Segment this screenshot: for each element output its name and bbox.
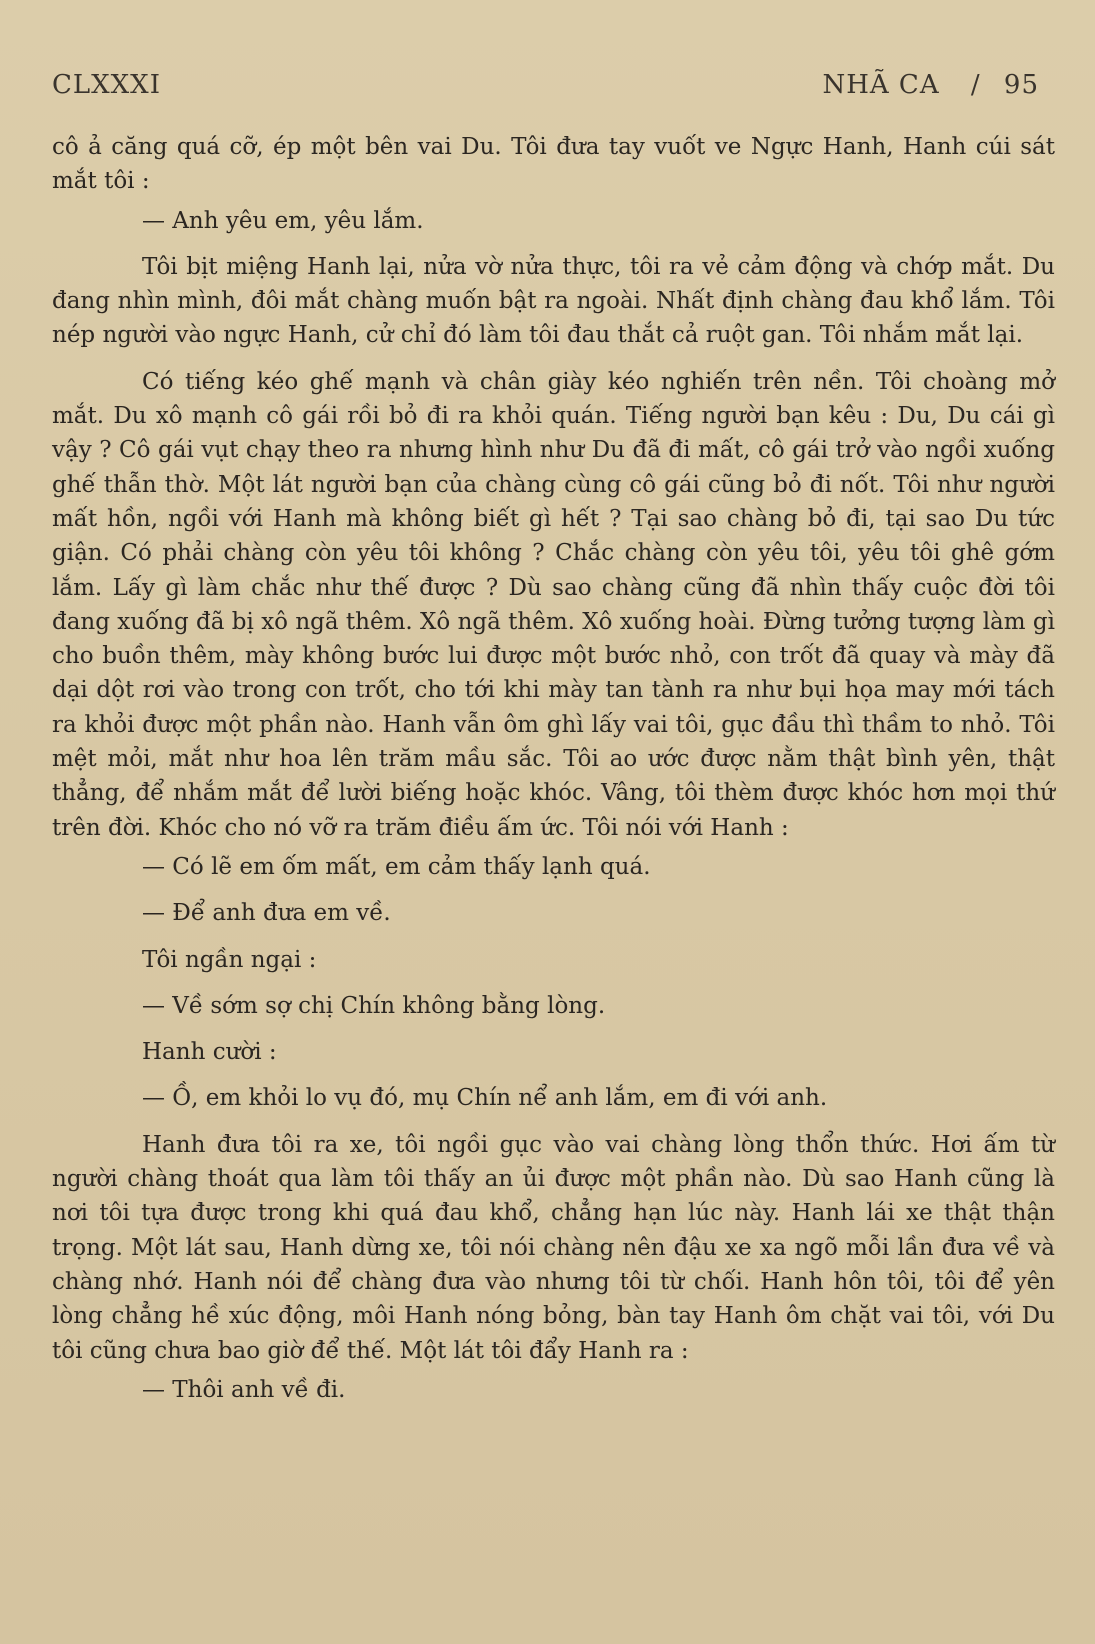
page-header (52, 70, 1055, 100)
paragraph: Tôi bịt miệng Hanh lại, nửa vờ nửa thực, tôi ra vẻ cảm động và chớp mắt. Du đang nhìn mình, đôi mắt chàng muốn bật ra ngoài. Nhất định chàng đau khổ lắm. Tôi nép người vào ngực Hanh, cử chỉ đó làm tôi đau thắt cả ruột gan. Tôi nhắm mắt lại. (52, 253, 1055, 349)
paragraph: Có tiếng kéo ghế mạnh và chân giày kéo nghiến trên nền. Tôi choàng mở mắt. Du xô mạnh cô gái rồi bỏ đi ra khỏi quán. Tiếng người bạn kêu : Du, Du cái gì vậy ? Cô gái vụt chạy theo ra nhưng hình như Du đã đi mất, cô gái trở vào ngồi xuống ghế thẫn thờ. Một lát người bạn của chàng cùng cô gái cũng bỏ đi nốt. Tôi như người mất hồn, ngồi với Hanh mà không biết gì hết ? Tại sao chàng bỏ đi, tại sao Du tức giận. Có phải chàng còn yêu tôi không ? Chắc chàng còn yêu tôi, yêu tôi ghê gớm lắm. Lấy gì làm chắc như thế được ? Dù sao chàng cũng đã nhìn thấy cuộc đời tôi đang xuống đã bị xô ngã thêm. Xô ngã thêm. Xô xuống hoài. Đừng tưởng tượng làm gì cho buồn thêm, mày không bước lui được một bước nhỏ, con trốt đã quay và mày đã dại dột rơi vào trong con trốt, cho tới khi mày tan tành ra như bụi họa may mới tách ra khỏi được một phần nào. Hanh vẫn ôm ghì lấy vai tôi, gục đầu thì thầm to nhỏ. Tôi mệt mỏi, mắt như hoa lên trăm mầu sắc. Tôi ao ước được nằm thật bình yên, thật thẳng, để nhắm mắt để lười biếng hoặc khóc. Vâng, tôi thèm được khóc hơn mọi thứ trên đời. Khóc cho nó vỡ ra trăm điều ấm ức. Tôi nói với Hanh : (52, 368, 1055, 841)
running-head (822, 70, 1039, 100)
dialog-line: — Anh yêu em, yêu lắm. (142, 207, 424, 234)
body-text (52, 130, 1055, 1407)
author-name: NHÃ CA (822, 70, 940, 100)
page-number: 95 (1003, 70, 1039, 100)
header-separator: / (970, 70, 981, 100)
paragraph: Hanh đưa tôi ra xe, tôi ngồi gục vào vai chàng lòng thổn thức. Hơi ấm từ người chàng thoát qua làm tôi thấy an ủi được một phần nào. Dù sao Hanh cũng là nơi tôi tựa được trong khi quá đau khổ, chẳng hạn lúc này. Hanh lái xe thật thận trọng. Một lát sau, Hanh dừng xe, tôi nói chàng nên đậu xe xa ngõ mỗi lần đưa về và chàng nhớ. Hanh nói để chàng đưa vào nhưng tôi từ chối. Hanh hôn tôi, tôi để yên lòng chẳng hề xúc động, môi Hanh nóng bỏng, bàn tay Hanh ôm chặt vai tôi, với Du tôi cũng chưa bao giờ để thế. Một lát tôi đẩy Hanh ra : (52, 1131, 1055, 1364)
dialog-line: — Ồ, em khỏi lo vụ đó, mụ Chín nể anh lắm, em đi với anh. (142, 1085, 828, 1112)
dialog-line: Hanh cười : (142, 1039, 277, 1066)
dialog-line: — Về sớm sợ chị Chín không bằng lòng. (142, 992, 606, 1019)
paragraph: cô ả căng quá cỡ, ép một bên vai Du. Tôi đưa tay vuốt ve Ngực Hanh, Hanh cúi sát mắt tôi : (52, 134, 1055, 195)
dialog-line: — Thôi anh về đi. (142, 1376, 346, 1403)
dialog-line: — Có lẽ em ốm mất, em cảm thấy lạnh quá. (142, 853, 651, 880)
dialog-line: — Để anh đưa em về. (142, 900, 391, 927)
chapter-number: CLXXXI (52, 70, 161, 100)
dialog-line: Tôi ngần ngại : (142, 946, 317, 973)
